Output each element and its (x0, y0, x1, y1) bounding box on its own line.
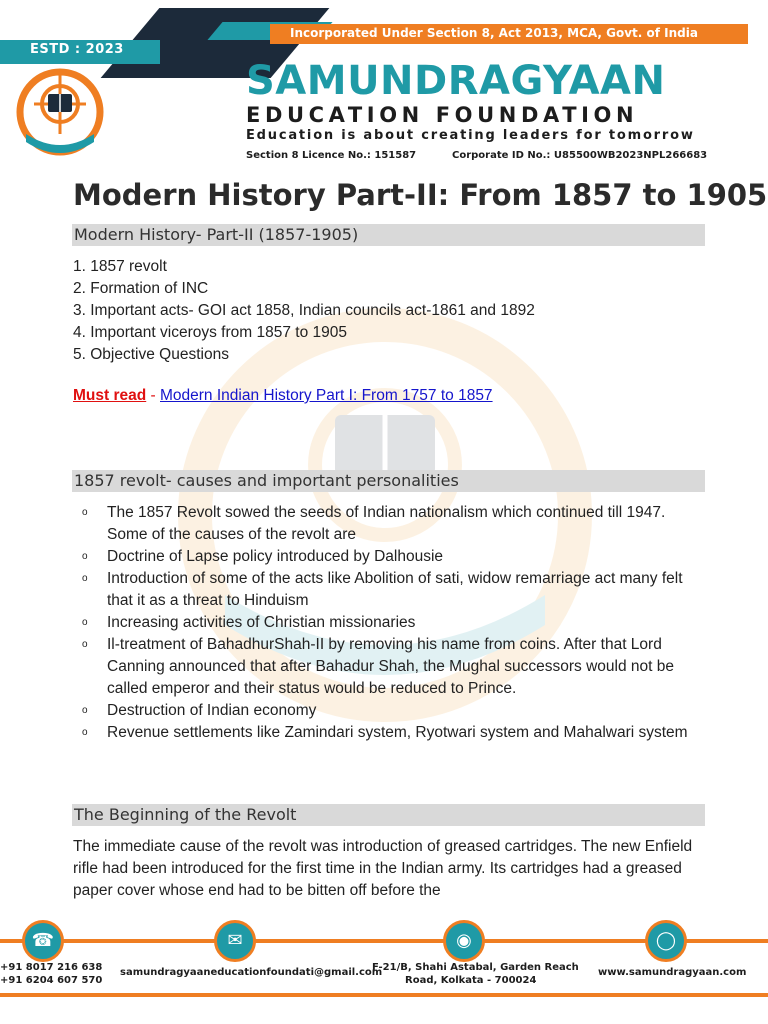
brand-name: SAMUNDRAGYAAN (246, 58, 666, 104)
mail-icon: ✉ (227, 930, 243, 951)
body-paragraph: The immediate cause of the revolt was introduction of greased cartridges. The new Enfield rifle had been introduced for the first time in the Indian army. Its cartridges had a greased paper cover whose end had to be bitten off before the (73, 838, 693, 899)
foundation-logo (12, 64, 108, 160)
list-item: 5. Objective Questions (73, 346, 229, 363)
list-item: 1. 1857 revolt (73, 258, 167, 275)
must-read-separator: - (146, 387, 160, 404)
must-read-label: Must read (73, 387, 147, 404)
footer-phone-2[interactable]: +91 6204 607 570 (0, 975, 103, 986)
topic-list (73, 256, 535, 366)
brand-tagline: Education is about creating leaders for tomorrow (246, 128, 695, 143)
must-read-line (73, 387, 493, 405)
list-item: 3. Important acts- GOI act 1858, Indian councils act-1861 and 1892 (73, 302, 535, 319)
must-read-link[interactable]: Modern Indian History Part I: From 1757 to 1857 (160, 387, 493, 404)
bullet-icon: o (82, 507, 88, 518)
estd-label: ESTD : 2023 (30, 42, 124, 57)
bullet-icon: o (82, 639, 88, 650)
list-item: o Introduction of some of the acts like Abolition of sati, widow remarriage act many felt that it as a threat to Hinduism (82, 570, 683, 609)
section-heading-beginning: The Beginning of the Revolt (72, 804, 705, 826)
globe-icon-badge (645, 920, 687, 962)
bullet-icon: o (82, 551, 88, 562)
section-heading-overview: Modern History- Part-II (1857-1905) (72, 224, 705, 246)
list-item: o Revenue settlements like Zamindari system, Ryotwari system and Mahalwari system (82, 722, 702, 744)
list-item: o Increasing activities of Christian missionaries (82, 612, 702, 634)
section-heading-causes: 1857 revolt- causes and important personalities (72, 470, 705, 492)
phone-icon: ☎ (31, 930, 55, 951)
list-item: o Doctrine of Lapse policy introduced by Dalhousie (82, 546, 702, 568)
footer-address-line2: Road, Kolkata - 700024 (405, 975, 537, 986)
bullet-icon: o (82, 727, 88, 738)
footer-divider-bottom (0, 993, 768, 997)
mail-icon-badge (214, 920, 256, 962)
registration-text: Incorporated Under Section 8, Act 2013, MCA, Govt. of India (290, 26, 698, 40)
list-item: o The 1857 Revolt sowed the seeds of Indian nationalism which continued till 1947. Some of the causes of the revolt are (82, 504, 666, 543)
footer-email[interactable]: samundragyaaneducationfoundati@gmail.com (120, 967, 383, 978)
bullet-icon: o (82, 705, 88, 716)
footer-phone-1[interactable]: +91 8017 216 638 (0, 962, 103, 973)
list-item: o Il-treatment of BahadhurShah-II by removing his name from coins. After that Lord Canning announced that after Bahadur Shah, the Mughal successors would not be called emperor and their status would be reduced to Prince. (82, 636, 674, 697)
bullet-icon: o (82, 573, 88, 584)
footer-address-line1: F-21/B, Shahi Astabal, Garden Reach (372, 962, 579, 973)
list-item: 2. Formation of INC (73, 280, 209, 297)
causes-list (82, 502, 702, 744)
location-icon: ◉ (456, 930, 472, 951)
list-item: 4. Important viceroys from 1857 to 1905 (73, 324, 347, 341)
bullet-icon: o (82, 617, 88, 628)
licence-number: Section 8 Licence No.: 151587 (246, 150, 417, 161)
phone-icon-badge (22, 920, 64, 962)
corporate-id: Corporate ID No.: U85500WB2023NPL266683 (452, 150, 708, 161)
page-title: Modern History Part-II: From 1857 to 1905 (73, 178, 768, 212)
footer-website[interactable]: www.samundragyaan.com (598, 967, 747, 978)
globe-icon: ◯ (655, 930, 677, 951)
list-item: o Destruction of Indian economy (82, 700, 702, 722)
brand-subtitle: EDUCATION FOUNDATION (246, 103, 639, 127)
location-icon-badge (443, 920, 485, 962)
